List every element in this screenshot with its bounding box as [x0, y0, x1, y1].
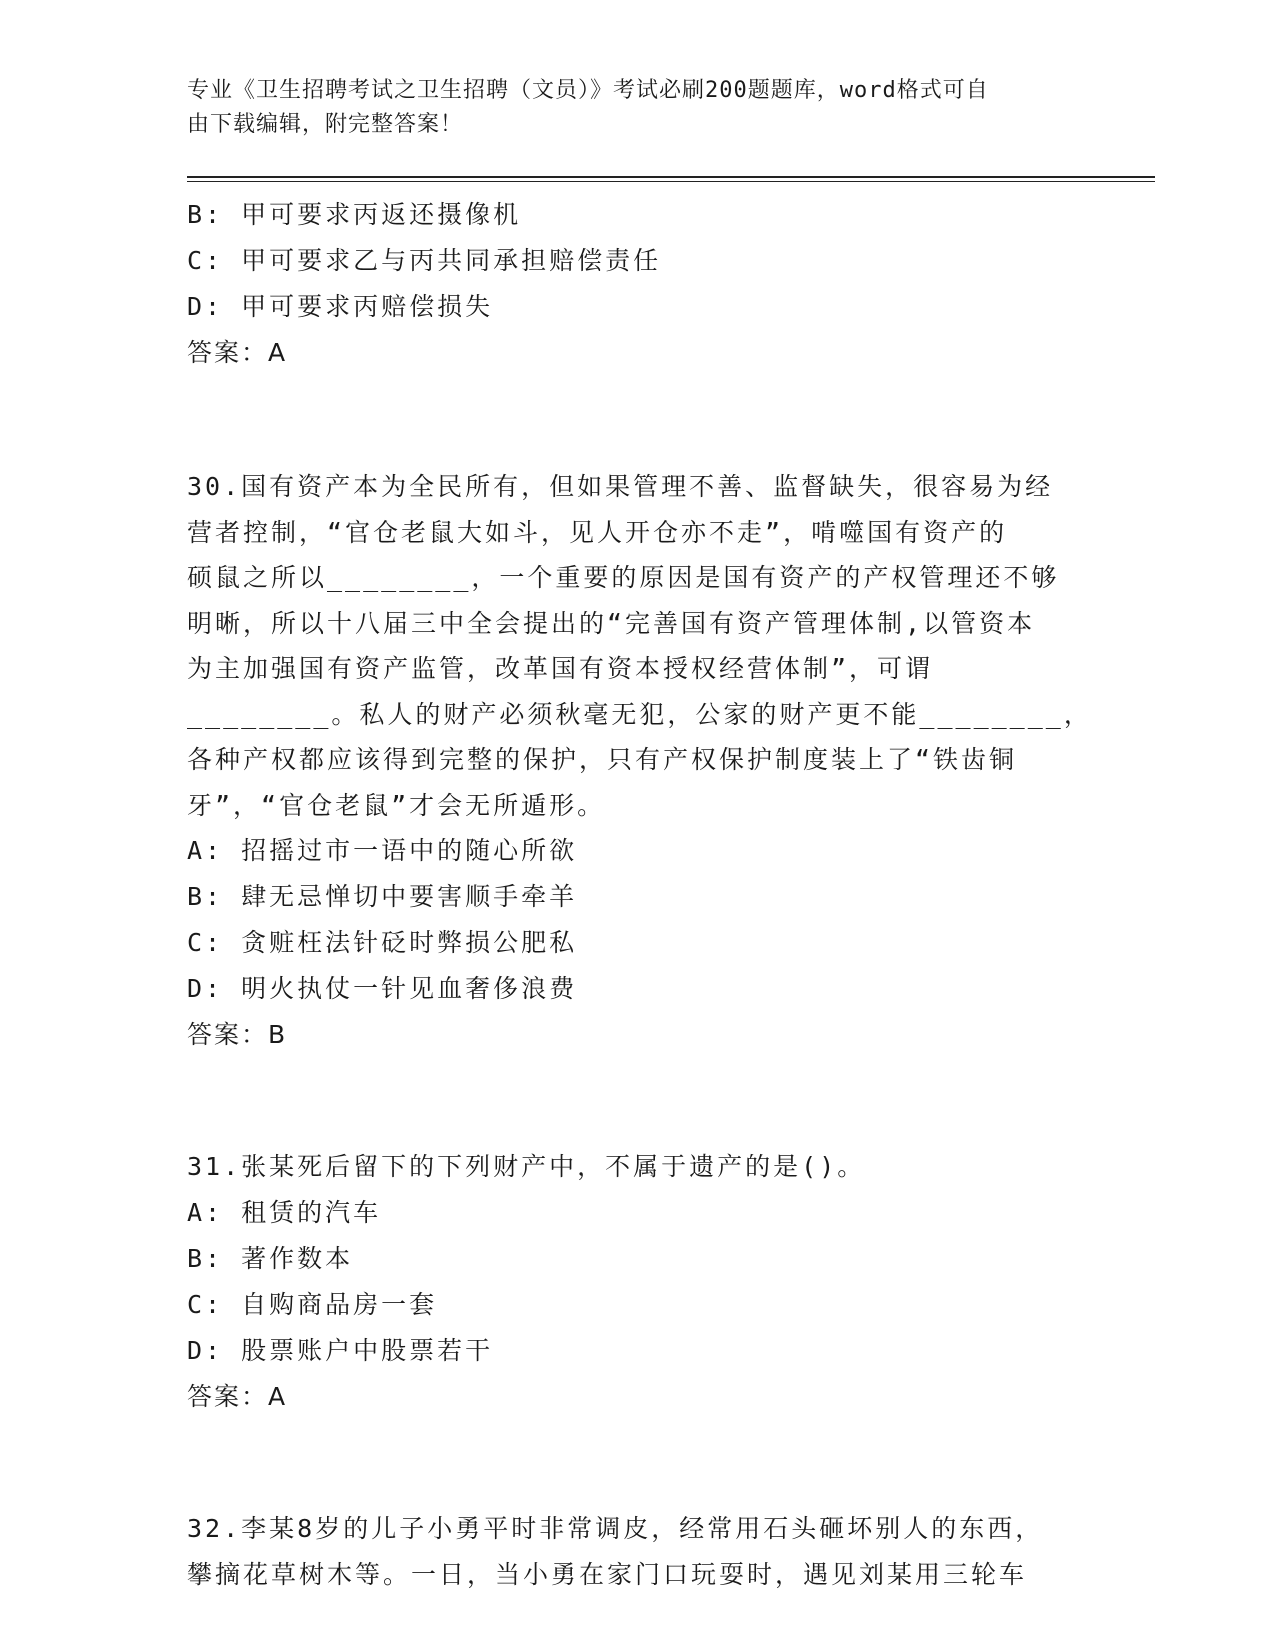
question-stem-line: 为主加强国有资产监管，改革国有资本授权经营体制”，可谓	[187, 654, 934, 683]
header-line-2: 由下载编辑，附完整答案！	[187, 112, 464, 137]
answer: 答案：A	[187, 1382, 288, 1411]
option-b: B: 著作数本	[187, 1244, 354, 1273]
question-stem-line: ________。私人的财产必须秋毫无犯，公家的财产更不能________，	[187, 699, 1092, 729]
option-d: D: 明火执仗一针见血奢侈浪费	[187, 974, 578, 1003]
question-stem: 31.张某死后留下的下列财产中，不属于遗产的是()。	[187, 1152, 866, 1181]
question-stem-line: 牙”，“官仓老鼠”才会无所遁形。	[187, 790, 606, 820]
option-b: B: 甲可要求丙返还摄像机	[187, 200, 522, 229]
option-c: C: 甲可要求乙与丙共同承担赔偿责任	[187, 246, 662, 275]
question-30	[187, 464, 1092, 1058]
option-a: A: 租赁的汽车	[187, 1198, 382, 1227]
question-32	[187, 1506, 1087, 1597]
question-stem-line: 明晰，所以十八届三中全会提出的“完善国有资产管理体制,以管资本	[187, 608, 1036, 638]
question-content	[187, 192, 1092, 1597]
option-a: A: 招摇过市一语中的随心所欲	[187, 836, 578, 865]
header-rule-thin	[187, 181, 1155, 182]
question-29-tail	[187, 192, 1087, 376]
option-d: D: 股票账户中股票若干	[187, 1336, 494, 1365]
question-stem-line: 30.国有资产本为全民所有，但如果管理不善、监督缺失，很容易为经	[187, 472, 1054, 501]
question-stem-line: 攀摘花草树木等。一日，当小勇在家门口玩耍时，遇见刘某用三轮车	[187, 1559, 1028, 1589]
option-b: B: 肆无忌惮切中要害顺手牵羊	[187, 882, 578, 911]
answer: 答案：B	[187, 1020, 288, 1049]
header-line-1: 专业《卫生招聘考试之卫生招聘（文员）》考试必刷200题题库，word格式可自	[187, 78, 989, 103]
option-c: C: 贪赃枉法针砭时弊损公肥私	[187, 928, 578, 957]
answer: 答案：A	[187, 338, 288, 367]
spacer	[187, 422, 1087, 464]
question-stem-line: 硕鼠之所以________，一个重要的原因是国有资产的产权管理还不够	[187, 563, 1060, 592]
question-stem-line: 营者控制，“官仓老鼠大如斗，见人开仓亦不走”，啃噬国有资产的	[187, 517, 1008, 547]
option-c: C: 自购商品房一套	[187, 1290, 438, 1319]
document-header	[187, 74, 1067, 142]
spacer	[187, 1466, 1087, 1506]
spacer	[187, 1104, 1087, 1144]
option-d: D: 甲可要求丙赔偿损失	[187, 292, 494, 321]
question-stem-line: 32.李某8岁的儿子小勇平时非常调皮，经常用石头砸坏别人的东西，	[187, 1514, 1044, 1543]
header-rule-thick	[187, 176, 1155, 178]
spacer	[187, 1058, 1087, 1104]
question-stem-line: 各种产权都应该得到完整的保护，只有产权保护制度装上了“铁齿铜	[187, 745, 1018, 774]
spacer	[187, 376, 1087, 422]
question-31	[187, 1144, 1087, 1420]
spacer	[187, 1420, 1087, 1466]
